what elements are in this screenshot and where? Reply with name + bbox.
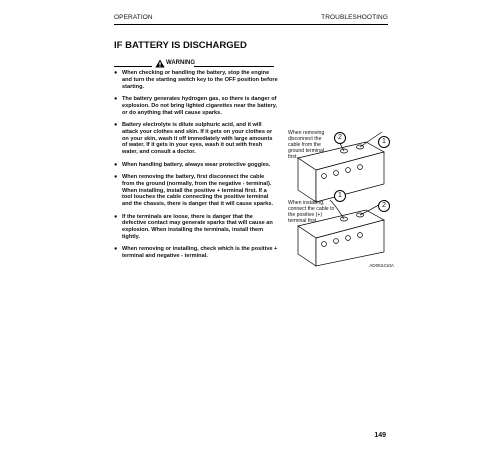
list-item: ● When removing or installing, check which is the positive + terminal and negative - terminal. — [114, 246, 278, 260]
list-item: ● When removing the battery, first disconnect the cable from the ground (normally, from the negative - terminal). When installing, install the positive + terminal first. If a tool touches the cable connecting the positive terminal and the chassis, there is danger that it will cause sparks. — [114, 173, 274, 208]
list-item-text: When handling battery, always wear protective goggles. — [122, 161, 271, 168]
warning-triangle-icon — [155, 59, 165, 68]
list-item: ● When handling battery, always wear protective goggles. — [114, 161, 271, 168]
list-item-text: When checking or handling the battery, stop the engine and turn the starting switch key to the OFF position before starting. — [122, 70, 278, 90]
page-number: 149 — [374, 432, 386, 439]
list-item-text: The battery generates hydrogen gas, so there is danger of explosion. Do not bring lighted cigarettes near the battery, or do anything that will cause sparks. — [122, 95, 277, 116]
list-item: ● If the terminals are loose, there is danger that the defective contact may generate sparks that will cause an explosion. When installing the terminals, install them tightly. — [114, 213, 273, 240]
list-item-text: If the terminals are loose, there is danger that the defective contact may generate sparks that will cause an explosion. When installing the terminals, install them tightly. — [122, 213, 273, 240]
page-title: IF BATTERY IS DISCHARGED — [114, 40, 247, 51]
warning-rule-left — [114, 66, 152, 67]
header-chapter: TROUBLESHOOTING — [321, 14, 388, 21]
warning-rule-right — [194, 66, 274, 67]
warning-label: WARNING — [166, 60, 195, 66]
callout-2-bottom: 2 — [378, 200, 390, 212]
list-item: ● Battery electrolyte is dilute sulphuric acid, and it will attack your clothes and skin. If it gets on your clothes or on your skin, wash it off immediately with large amounts of water. If it gets in your eyes, wash it out with fresh water, and consult a doctor. — [114, 121, 273, 156]
header-section: OPERATION — [114, 14, 153, 21]
list-item: ● The battery generates hydrogen gas, so there is danger of explosion. Do not bring lighted cigarettes near the battery, or do anything that will cause sparks. — [114, 95, 277, 116]
warning-list — [114, 70, 278, 265]
callout-2-top: 2 — [334, 132, 346, 144]
header-rule — [114, 24, 388, 25]
list-item: ● When checking or handling the battery, stop the engine and turn the starting switch key to the OFF position before starting. — [114, 70, 278, 90]
callout-1-bottom: 1 — [334, 190, 346, 202]
callout-1-top: 1 — [378, 136, 390, 148]
list-item-text: When removing or installing, check which is the positive + terminal and negative - terminal. — [122, 246, 278, 260]
list-item-text: Battery electrolyte is dilute sulphuric acid, and it will attack your clothes and skin. If it gets on your clothes or on your skin, wash it off immediately with large amounts of water. If it gets in your eyes, wash it out with fresh water, and consult a doctor. — [122, 121, 273, 156]
caption-removing: When removing disconnect the cable from the ground terminal first. — [288, 130, 325, 160]
figure-code: AD052410A — [369, 263, 394, 268]
caption-installing: When installing, connect the cable to the positive (+) terminal first. — [288, 200, 335, 224]
battery-illustration — [284, 128, 396, 270]
list-item-text: When removing the battery, first disconnect the cable from the ground (normally, from the negative - terminal). When installing, install the positive + terminal first. If a tool touches the cable connecting the positive terminal and the chassis, there is danger that it will cause sparks. — [122, 173, 274, 208]
